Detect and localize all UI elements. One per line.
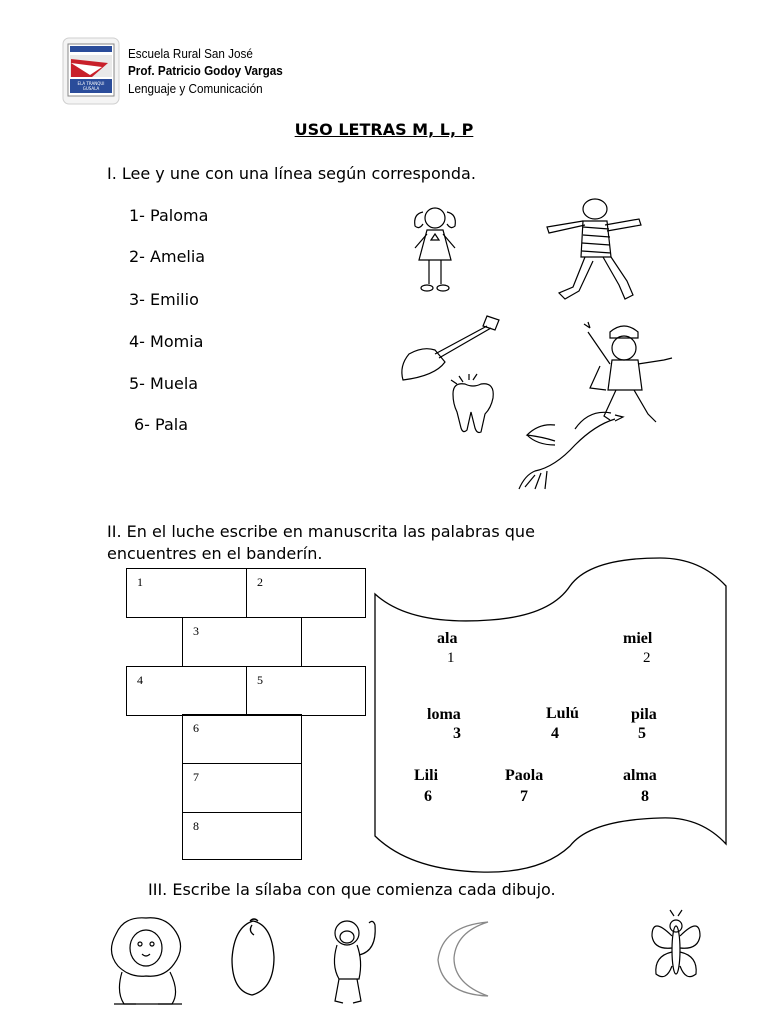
cell-number: 1 <box>137 575 143 589</box>
school-name: Escuela Rural San José <box>128 46 253 61</box>
lemon-drawing <box>228 915 278 1000</box>
word-item: 3- Emilio <box>129 290 199 309</box>
cell-number: 7 <box>193 770 199 784</box>
monkey-drawing <box>325 915 383 1010</box>
word-item: 1- Paloma <box>129 206 209 225</box>
cell-number: 6 <box>193 721 199 735</box>
cell-number: 2 <box>257 575 263 589</box>
section2-heading-line2: encuentres en el banderín. <box>107 544 323 563</box>
lion-drawing <box>104 912 188 1010</box>
banner-num-7: 7 <box>520 788 528 805</box>
luche-cell-3[interactable] <box>182 617 302 667</box>
banner-word-paola: Paola <box>505 767 544 784</box>
page-title-text: USO LETRAS M, L, P <box>294 120 474 139</box>
banner-num-6: 6 <box>424 788 432 805</box>
butterfly-drawing <box>648 910 704 990</box>
luche-cell-1[interactable] <box>126 568 247 618</box>
banner-num-3: 3 <box>453 725 461 742</box>
luche-cell-6[interactable] <box>182 714 302 764</box>
word-item: 2- Amelia <box>129 247 206 266</box>
section3-heading: III. Escribe la sílaba con que comienza cada dibujo. <box>148 880 556 899</box>
teacher-name: Prof. Patricio Godoy Vargas <box>128 63 283 78</box>
banner-num-8: 8 <box>641 788 649 805</box>
cell-number: 5 <box>257 673 263 687</box>
tooth-drawing <box>443 372 505 437</box>
banner-word-alma: alma <box>623 767 657 784</box>
banner-num-2: 2 <box>643 650 651 666</box>
moon-drawing <box>432 918 494 1000</box>
section1-heading: I. Lee y une con una línea según corresponda. <box>107 164 476 183</box>
subject-name: Lenguaje y Comunicación <box>128 81 263 96</box>
banner-word-lili: Lili <box>414 767 439 784</box>
banner-num-5: 5 <box>638 725 646 742</box>
cell-number: 3 <box>193 624 199 638</box>
school-logo <box>62 37 120 105</box>
word-item: 6- Pala <box>134 415 189 434</box>
banner-word-loma: loma <box>427 706 461 723</box>
luche-cell-2[interactable] <box>246 568 366 618</box>
luche-cell-7[interactable] <box>182 763 302 813</box>
word-item: 5- Muela <box>129 374 199 393</box>
banner-num-1: 1 <box>447 650 455 666</box>
cell-number: 4 <box>137 673 143 687</box>
banner-word-pila: pila <box>631 706 657 723</box>
girl-drawing <box>405 200 465 300</box>
luche-cell-8[interactable] <box>182 812 302 860</box>
section2-heading-line1: II. En el luche escribe en manuscrita las palabras que <box>107 522 535 541</box>
luche-cell-5[interactable] <box>246 666 366 716</box>
cell-number: 8 <box>193 819 199 833</box>
banner-word-lulu: Lulú <box>546 705 579 722</box>
word-item: 4- Momia <box>129 332 204 351</box>
banner-num-4: 4 <box>551 725 559 742</box>
dove-drawing <box>515 405 625 495</box>
banner-word-ala: ala <box>437 630 458 647</box>
logo-text: ELA TRANQUI GUSALA <box>77 81 105 91</box>
banner-word-miel: miel <box>623 630 653 647</box>
mummy-drawing <box>543 195 653 305</box>
luche-cell-4[interactable] <box>126 666 247 716</box>
page-title <box>0 120 768 139</box>
